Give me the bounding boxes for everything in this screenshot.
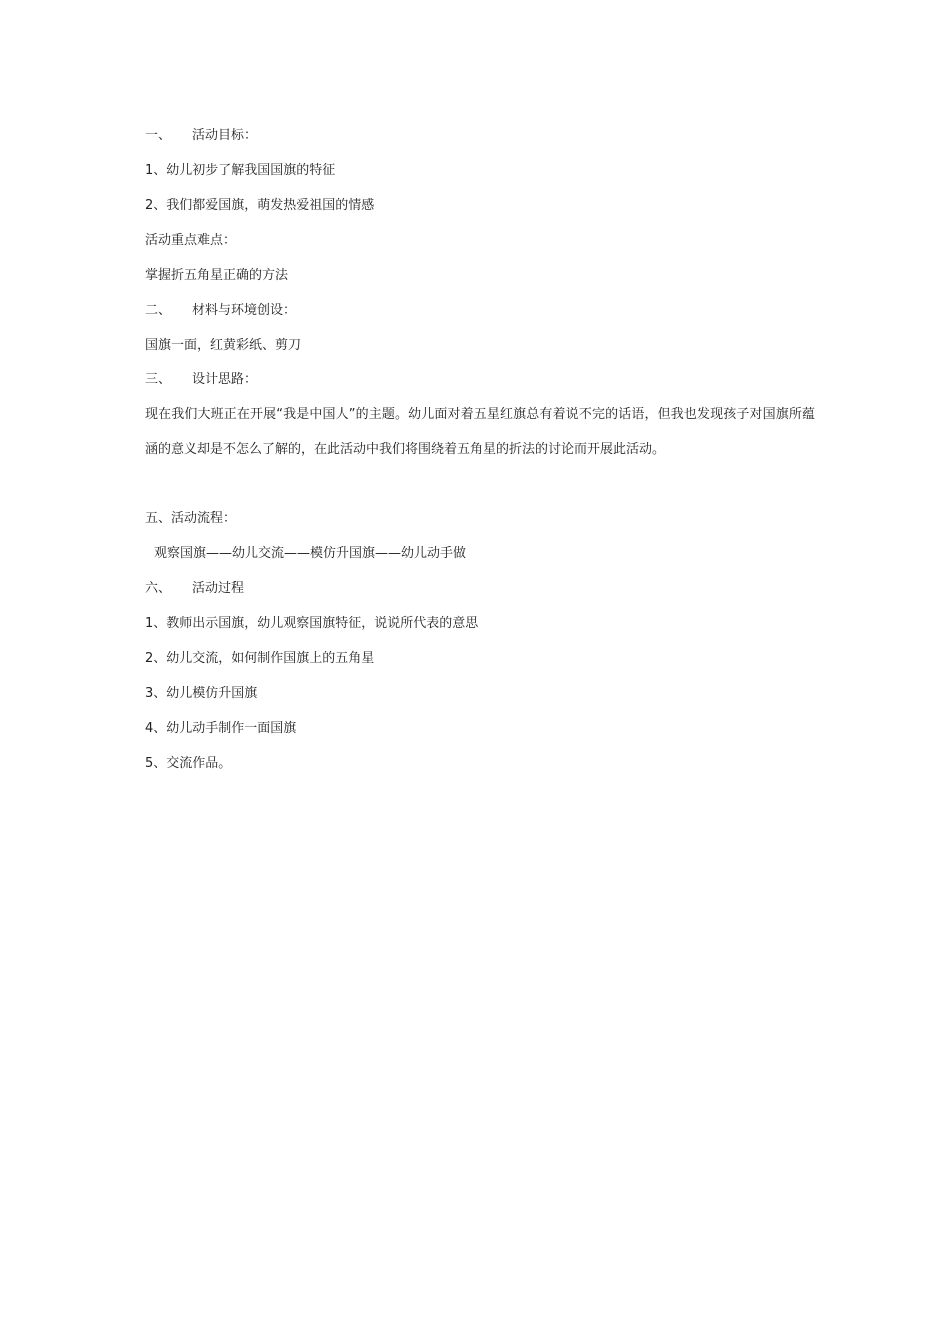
goals-heading-number: 一、: [145, 128, 172, 143]
goals-heading: [145, 127, 257, 145]
materials-heading-number: 二、: [145, 303, 172, 318]
materials-text: 国旗一面，红黄彩纸、剪刀: [145, 338, 302, 353]
process-heading-text: 活动过程: [192, 581, 245, 596]
process-step-3: 3、幼儿模仿升国旗: [145, 686, 258, 701]
process-heading: [145, 580, 244, 598]
goal-item-2: 2、我们都爱国旗，萌发热爱祖国的情感: [145, 198, 375, 213]
design-heading: [145, 371, 257, 389]
key-points-text: 掌握折五角星正确的方法: [145, 268, 289, 283]
design-heading-text: 设计思路：: [192, 372, 258, 387]
process-heading-number: 六、: [145, 581, 172, 596]
process-step-4: 4、幼儿动手制作一面国旗: [145, 721, 297, 736]
materials-heading-text: 材料与环境创设：: [192, 303, 297, 318]
design-paragraph: 现在我们大班正在开展“我是中国人”的主题。幼儿面对着五星红旗总有着说不完的话语，但我也发现孩子对国旗所蕴涵的意义却是不怎么了解的，在此活动中我们将围绕着五角星的折法的讨论而开展此活动。: [145, 407, 815, 457]
process-step-1: 1、教师出示国旗，幼儿观察国旗特征，说说所代表的意思: [145, 616, 479, 631]
flow-text: 观察国旗——幼儿交流——模仿升国旗——幼儿动手做: [154, 546, 467, 561]
goals-heading-text: 活动目标：: [192, 128, 258, 143]
process-step-2: 2、幼儿交流，如何制作国旗上的五角星: [145, 651, 375, 666]
flow-heading: 五、活动流程：: [145, 511, 237, 526]
process-step-5: 5、交流作品。: [145, 756, 232, 771]
design-heading-number: 三、: [145, 372, 172, 387]
goal-item-1: 1、幼儿初步了解我国国旗的特征: [145, 163, 336, 178]
materials-heading: [145, 302, 296, 320]
key-points-heading: 活动重点难点：: [145, 233, 237, 248]
